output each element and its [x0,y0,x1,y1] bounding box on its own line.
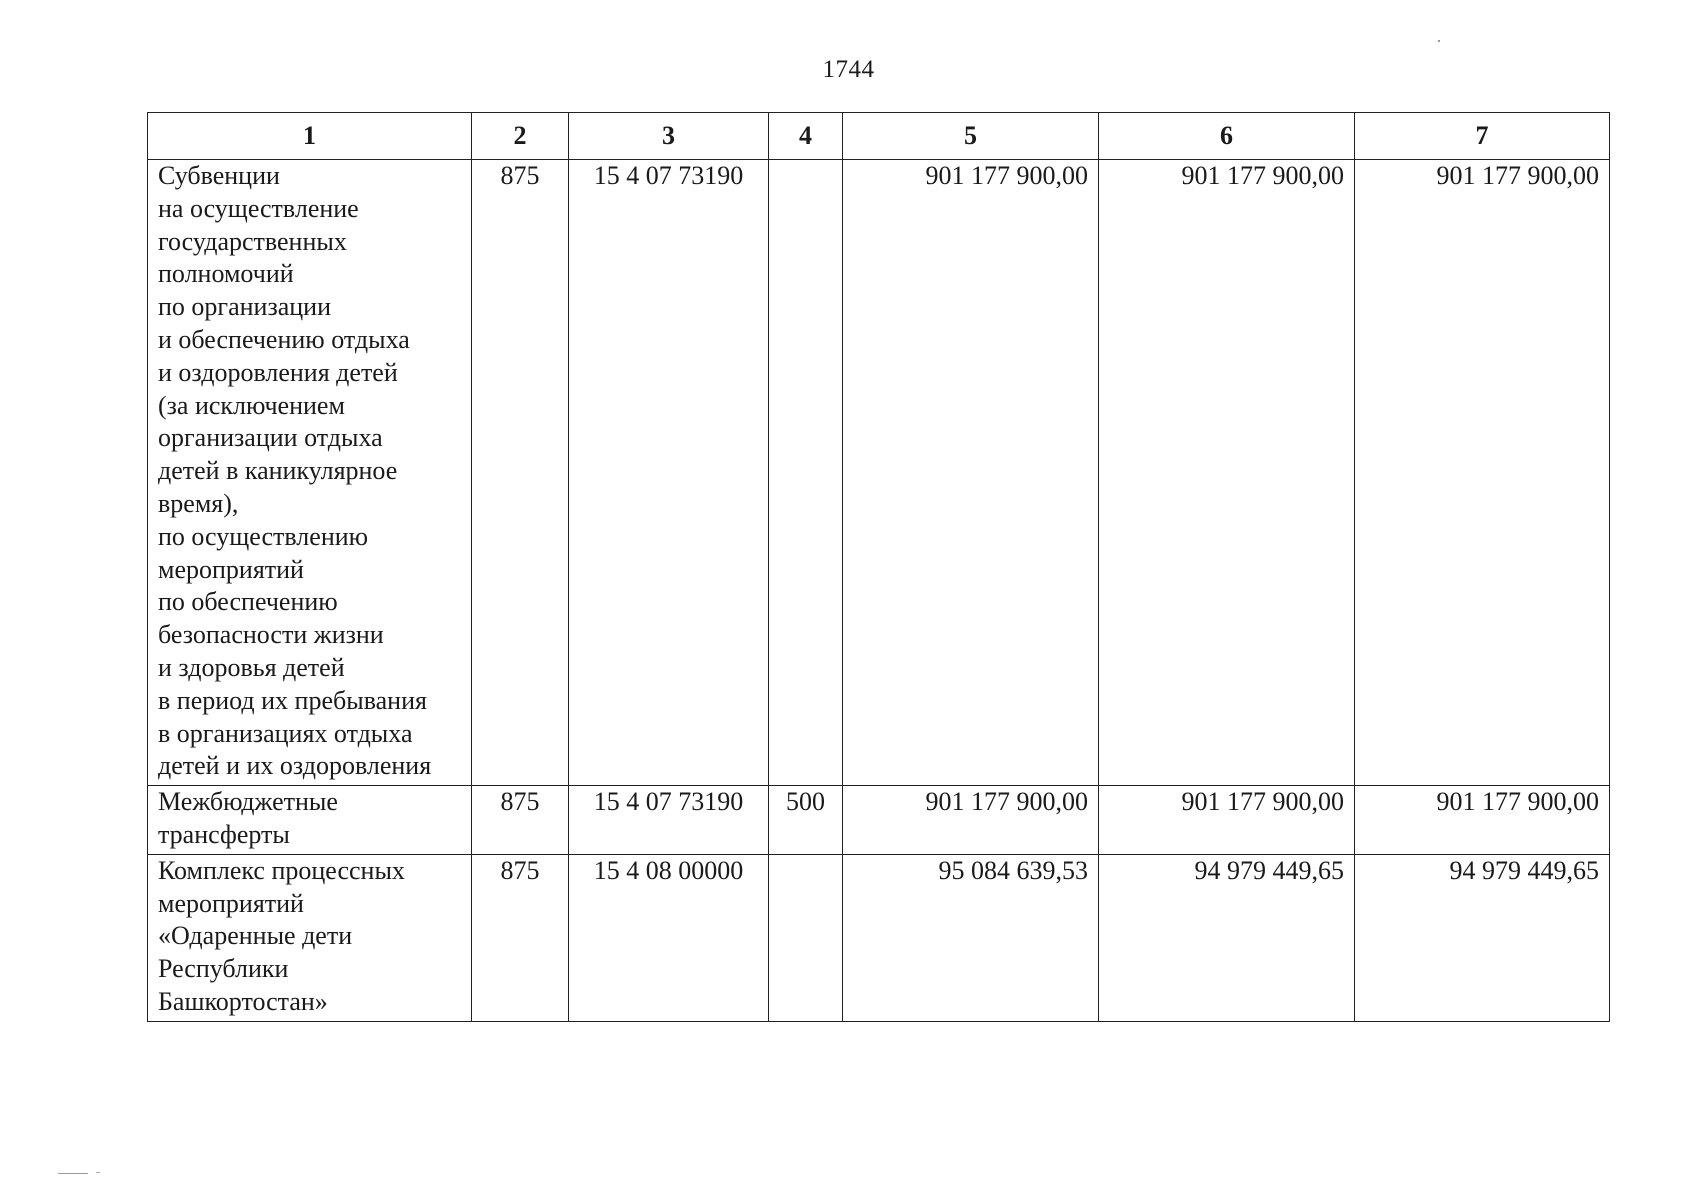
scan-speck [96,1172,100,1173]
table-row [148,854,1610,1021]
name-line: трансферты [158,819,290,849]
name-line: и обеспечению отдыха [158,324,410,354]
name-line: детей и их оздоровления [158,751,432,781]
name-line: по обеспечению [158,587,338,617]
name-line: в организациях отдыха [158,718,413,748]
amount-cell: 901 177 900,00 [1355,160,1610,786]
amount-cell: 901 177 900,00 [1099,786,1355,855]
row-name-cell [148,854,472,1021]
name-line: в период их пребывания [158,685,427,715]
name-line: Республики [158,954,289,984]
row-name-cell [148,786,472,855]
amount-cell: 94 979 449,65 [1099,854,1355,1021]
name-line: время), [158,488,239,518]
amount-cell: 95 084 639,53 [843,854,1099,1021]
name-line: мероприятий [158,888,304,918]
name-line: по осуществлению [158,521,369,551]
expense-type-cell: 500 [769,786,843,855]
name-line: Башкортостан» [158,986,328,1016]
amount-cell: 901 177 900,00 [1355,786,1610,855]
name-line: Комплекс процессных [158,855,405,885]
column-header: 3 [569,113,769,160]
page-number: 1744 [822,56,875,83]
target-code-cell: 15 4 07 73190 [569,786,769,855]
table-row [148,786,1610,855]
name-line: безопасности жизни [158,620,384,650]
name-line: организации отдыха [158,423,383,453]
amount-cell: 901 177 900,00 [1099,160,1355,786]
amount-cell: 94 979 449,65 [1355,854,1610,1021]
amount-cell: 901 177 900,00 [843,160,1099,786]
target-code-cell: 15 4 07 73190 [569,160,769,786]
name-line: «Одаренные дети [158,921,353,951]
name-line: Субвенции [158,161,280,190]
column-header: 5 [843,113,1099,160]
column-header: 7 [1355,113,1610,160]
table-row [148,160,1610,786]
name-line: полномочий [158,259,294,289]
budget-table [147,112,1610,1022]
name-line: мероприятий [158,554,304,584]
expense-type-cell [769,854,843,1021]
name-line: по организации [158,292,331,322]
name-line: и здоровья детей [158,652,345,682]
header-row [148,113,1610,160]
name-line: государственных [158,226,347,256]
name-line: Межбюджетные [158,787,338,817]
row-name-cell [148,160,472,786]
scan-speck [58,1173,88,1174]
chapter-code-cell: 875 [472,786,569,855]
expense-type-cell [769,160,843,786]
target-code-cell: 15 4 08 00000 [569,854,769,1021]
amount-cell: 901 177 900,00 [843,786,1099,855]
name-line: детей в каникулярное [158,456,398,486]
column-header: 2 [472,113,569,160]
name-line: и оздоровления детей [158,357,398,387]
name-line: (за исключением [158,390,345,420]
column-header: 1 [148,113,472,160]
scan-speck [1438,40,1440,42]
chapter-code-cell: 875 [472,854,569,1021]
column-header: 6 [1099,113,1355,160]
column-header: 4 [769,113,843,160]
name-line: на осуществление [158,193,359,223]
chapter-code-cell: 875 [472,160,569,786]
